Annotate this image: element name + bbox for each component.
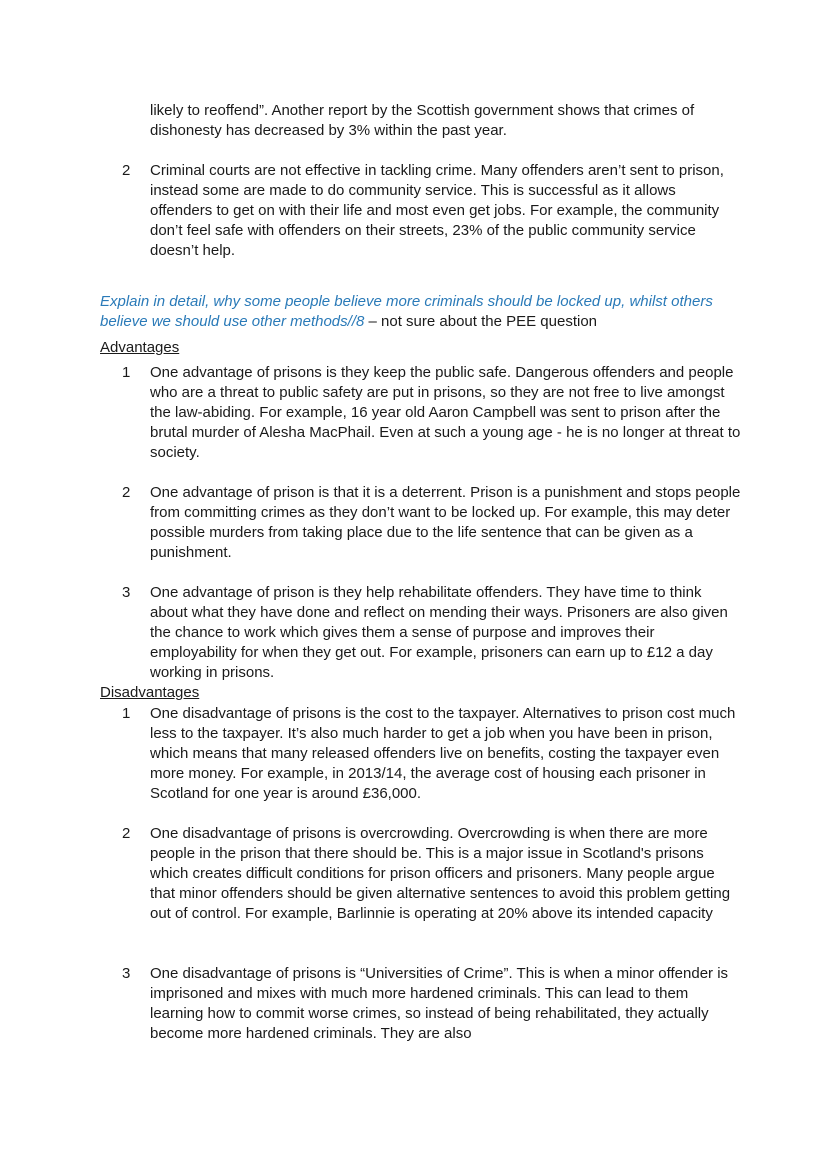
list-item-text: One disadvantage of prisons is overcrowding. Overcrowding is when there are more people in the prison that there should be. This is a major issue in Scotland's prisons which creates difficult conditions for prison officers and prisoners. Many people argue that minor offenders should be given alternative sentences to avoid this problem getting out of control. For example, Barlinnie is operating at 20% above its intended capacity <box>150 825 731 922</box>
courts-point <box>122 161 742 261</box>
list-number: 2 <box>122 162 131 179</box>
list-item-text: One advantage of prison is they help rehabilitate offenders. They have time to think about what they have done and reflect on mending their ways. Prisoners are also given the chance to work which gives them a sense of purpose and improves their employability for when they get out. For example, prisoners can earn up to £12 a day working in prisons. <box>150 584 728 681</box>
list-number: 3 <box>122 965 131 982</box>
disadvantages-heading: Disadvantages <box>100 684 200 701</box>
list-item-text: Criminal courts are not effective in tackling crime. Many offenders aren’t sent to prison, instead some are made to do community service. This is successful as it allows offenders to get on with their life and most even get jobs. For example, the community don’t feel safe with offenders on their streets, 23% of the public community service doesn’t help. <box>150 162 724 259</box>
advantage-item-1 <box>122 363 742 463</box>
disadvantage-item-2 <box>122 824 742 924</box>
list-item-text: One disadvantage of prisons is the cost to the taxpayer. Alternatives to prison cost much less to the taxpayer. It’s also much harder to get a job when you have been in prison, which means that many released offenders live on benefits, costing the taxpayer even more money. For example, in 2013/14, the average cost of housing each prisoner in Scotland for one year is around £36,000. <box>150 705 736 802</box>
advantages-heading: Advantages <box>100 339 180 356</box>
intro-continuation-text: likely to reoffend”. Another report by the Scottish government shows that crimes of dishonesty has decreased by 3% within the past year. <box>150 102 695 139</box>
list-number: 3 <box>122 584 131 601</box>
list-number: 1 <box>122 705 131 722</box>
list-item-text: One advantage of prisons is they keep the public safe. Dangerous offenders and people who are a threat to public safety are put in prisons, so they are not free to live amongst the law-abiding. For example, 16 year old Aaron Campbell was sent to prison after the brutal murder of Alesha MacPhail. Even at such a young age - he is no longer at threat to society. <box>150 364 741 461</box>
disadvantage-item-1 <box>122 704 742 804</box>
exam-question <box>100 292 760 332</box>
list-number: 1 <box>122 364 131 381</box>
list-number: 2 <box>122 825 131 842</box>
question-text: Explain in detail, why some people believe more criminals should be locked up, whilst others believe we should use other methods//8 <box>100 293 713 330</box>
intro-continuation <box>150 101 740 141</box>
list-item-text: One disadvantage of prisons is “Universities of Crime”. This is when a minor offender is imprisoned and mixes with much more hardened criminals. This can lead to them learning how to commit worse crimes, so instead of being rehabilitated, they actually become more hardened criminals. They are also <box>150 965 729 1042</box>
list-item-text: One advantage of prison is that it is a deterrent. Prison is a punishment and stops people from committing crimes as they don’t want to be locked up. For example, this may deter possible murders from taking place due to the life sentence that can be given as a punishment. <box>150 484 741 561</box>
advantage-item-2 <box>122 483 742 563</box>
advantage-item-3 <box>122 583 742 683</box>
list-number: 2 <box>122 484 131 501</box>
disadvantage-item-3 <box>122 964 742 1044</box>
question-note: – not sure about the PEE question <box>364 313 598 330</box>
